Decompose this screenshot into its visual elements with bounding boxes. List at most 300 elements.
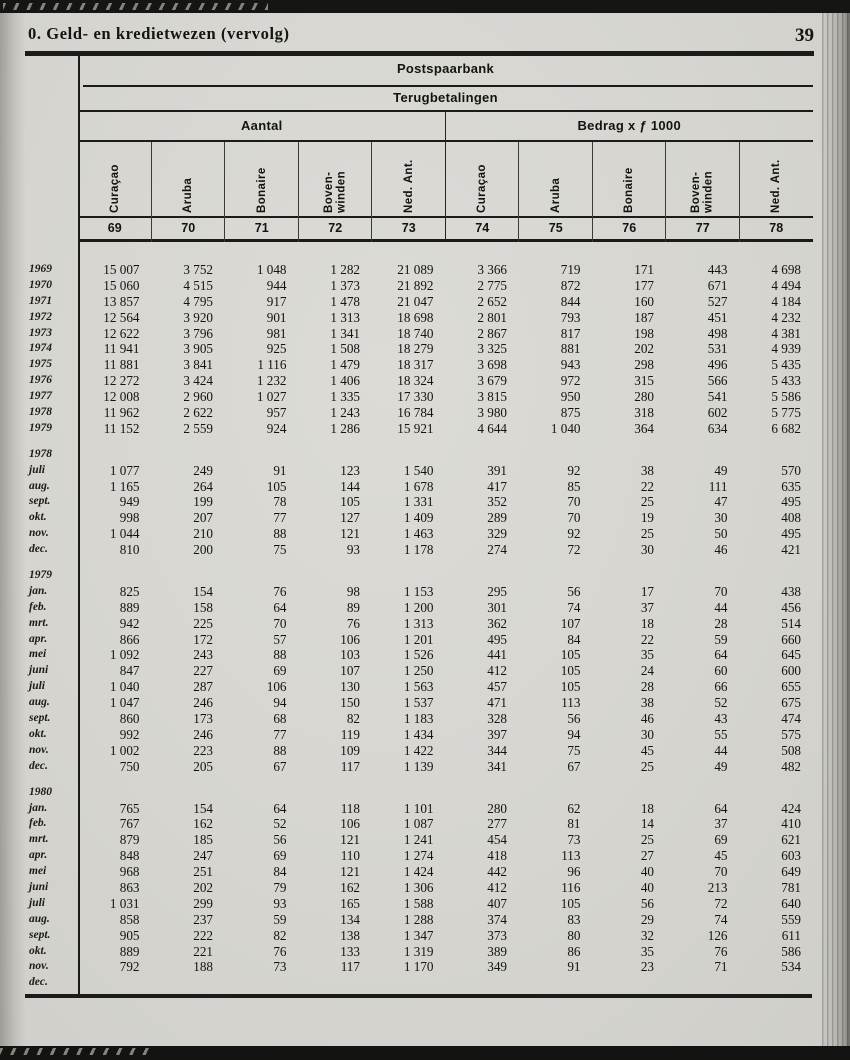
- table-row: [28, 584, 814, 600]
- value-cell: 14: [640, 816, 654, 832]
- table-row: [28, 479, 814, 495]
- row-label: aug.: [29, 912, 50, 925]
- value-cell: 810: [119, 542, 140, 558]
- value-cell: 227: [193, 663, 213, 679]
- table-row: [28, 727, 814, 743]
- value-cell: 341: [487, 758, 507, 774]
- value-cell: 56: [640, 895, 654, 911]
- value-cell: 1 232: [256, 373, 287, 389]
- value-cell: 299: [193, 895, 213, 911]
- value-cell: 207: [193, 510, 213, 526]
- value-cell: 1 092: [109, 647, 140, 663]
- value-cell: 84: [273, 864, 287, 880]
- value-cell: 1 540: [403, 462, 434, 478]
- value-cell: 185: [193, 832, 213, 848]
- value-cell: 21 892: [397, 277, 434, 293]
- column-number: 74: [475, 221, 490, 235]
- value-cell: 84: [567, 631, 581, 647]
- value-cell: 133: [340, 943, 360, 959]
- value-cell: 18 698: [397, 309, 434, 325]
- value-cell: 243: [193, 647, 213, 663]
- group-header-aantal: Aantal: [240, 118, 283, 133]
- value-cell: 24: [640, 663, 654, 679]
- title-rule: [25, 51, 814, 56]
- value-cell: 4 939: [771, 341, 801, 357]
- value-cell: 860: [119, 711, 140, 727]
- value-cell: 107: [340, 663, 360, 679]
- row-label: mei: [29, 648, 47, 661]
- value-cell: 237: [193, 911, 213, 927]
- table-row: [28, 759, 814, 775]
- value-cell: 83: [567, 911, 581, 927]
- value-cell: 198: [634, 325, 654, 341]
- value-cell: 32: [640, 927, 654, 943]
- value-cell: 69: [273, 848, 287, 864]
- value-cell: 134: [340, 911, 360, 927]
- value-cell: 534: [781, 959, 801, 975]
- row-label: juli: [29, 896, 45, 909]
- value-cell: 879: [119, 832, 140, 848]
- value-cell: 69: [273, 663, 287, 679]
- value-cell: 71: [714, 959, 728, 975]
- value-cell: 43: [714, 711, 728, 727]
- value-cell: 19: [640, 510, 654, 526]
- column-header: [446, 142, 520, 216]
- value-cell: 410: [781, 816, 801, 832]
- table-row: [28, 373, 814, 389]
- value-cell: 575: [781, 726, 801, 742]
- value-cell: 441: [487, 647, 507, 663]
- value-cell: 25: [640, 832, 654, 848]
- value-cell: 498: [707, 325, 728, 341]
- value-cell: 77: [273, 726, 287, 742]
- value-cell: 18 740: [397, 325, 434, 341]
- row-label: 1972: [29, 310, 52, 323]
- value-cell: 56: [273, 832, 287, 848]
- value-cell: 113: [561, 695, 581, 711]
- value-cell: 508: [781, 742, 801, 758]
- value-cell: 64: [273, 800, 287, 816]
- value-cell: 2 867: [477, 325, 507, 341]
- value-cell: 1 341: [330, 325, 360, 341]
- value-cell: 89: [346, 599, 360, 615]
- value-cell: 67: [567, 758, 581, 774]
- value-cell: 28: [714, 615, 728, 631]
- row-label: apr.: [29, 632, 48, 645]
- value-cell: 56: [567, 711, 581, 727]
- row-label: okt.: [29, 727, 47, 740]
- value-cell: 6 682: [771, 420, 801, 436]
- binding-perforations-top: [3, 3, 268, 10]
- value-cell: 1 424: [403, 864, 434, 880]
- value-cell: 1 588: [403, 895, 434, 911]
- value-cell: 72: [567, 542, 581, 558]
- value-cell: 942: [119, 615, 140, 631]
- value-cell: 671: [707, 277, 728, 293]
- value-cell: 121: [340, 526, 360, 542]
- value-cell: 1 250: [403, 663, 434, 679]
- value-cell: 655: [781, 679, 801, 695]
- section-header-row: [28, 447, 814, 463]
- value-cell: 531: [707, 341, 728, 357]
- value-cell: 362: [487, 615, 507, 631]
- value-cell: 412: [487, 879, 507, 895]
- value-cell: 329: [487, 526, 507, 542]
- column-divider: [371, 142, 372, 242]
- value-cell: 1 200: [403, 599, 434, 615]
- value-cell: 949: [119, 494, 140, 510]
- value-cell: 202: [634, 341, 654, 357]
- value-cell: 64: [714, 647, 728, 663]
- value-cell: 750: [119, 758, 140, 774]
- column-number: 78: [769, 221, 784, 235]
- value-cell: 438: [781, 583, 801, 599]
- section-year-label: 1980: [29, 785, 52, 798]
- value-cell: 1 040: [550, 420, 581, 436]
- value-cell: 634: [707, 420, 728, 436]
- table-row: [28, 494, 814, 510]
- value-cell: 111: [708, 478, 728, 494]
- value-cell: 412: [487, 663, 507, 679]
- value-cell: 68: [273, 711, 287, 727]
- value-cell: 21 089: [397, 262, 434, 277]
- value-cell: 35: [640, 647, 654, 663]
- value-cell: 15 060: [103, 277, 140, 293]
- value-cell: 4 381: [771, 325, 801, 341]
- row-label: nov.: [29, 743, 49, 756]
- table-row: [28, 864, 814, 880]
- value-cell: 1 286: [330, 420, 360, 436]
- value-cell: 121: [340, 832, 360, 848]
- value-cell: 1 101: [403, 800, 434, 816]
- value-cell: 660: [781, 631, 801, 647]
- value-cell: 30: [640, 726, 654, 742]
- value-cell: 881: [560, 341, 581, 357]
- value-cell: 1 563: [403, 679, 434, 695]
- value-cell: 1 002: [109, 742, 140, 758]
- column-header-label: Curaçao: [476, 164, 488, 213]
- value-cell: 82: [273, 927, 287, 943]
- column-divider: [224, 142, 225, 242]
- value-cell: 11 152: [103, 420, 140, 436]
- column-header-label: Bonaire: [623, 167, 635, 213]
- value-cell: 106: [266, 679, 287, 695]
- value-cell: 315: [634, 373, 654, 389]
- value-cell: 2 559: [183, 420, 213, 436]
- row-label: aug.: [29, 696, 50, 709]
- row-label: nov.: [29, 527, 49, 540]
- value-cell: 328: [487, 711, 507, 727]
- value-cell: 154: [193, 583, 213, 599]
- column-number: 77: [695, 221, 710, 235]
- section-year-label: 1978: [29, 447, 52, 460]
- table-row: [28, 663, 814, 679]
- value-cell: 12 622: [103, 325, 140, 341]
- value-cell: 57: [273, 631, 287, 647]
- value-cell: 105: [560, 663, 581, 679]
- value-cell: 1 526: [403, 647, 434, 663]
- value-cell: 364: [634, 420, 654, 436]
- value-cell: 640: [781, 895, 801, 911]
- column-number: 76: [622, 221, 637, 235]
- table-row: [28, 896, 814, 912]
- table-row: [28, 743, 814, 759]
- value-cell: 119: [340, 726, 360, 742]
- value-cell: 844: [560, 293, 581, 309]
- value-cell: 15 921: [397, 420, 434, 436]
- value-cell: 70: [714, 583, 728, 599]
- section-year-label: 1979: [29, 569, 52, 582]
- table-row: [28, 801, 814, 817]
- table-row: [28, 600, 814, 616]
- rule-under-title: [83, 85, 813, 87]
- value-cell: 70: [567, 494, 581, 510]
- value-cell: 451: [707, 309, 728, 325]
- value-cell: 16 784: [397, 405, 434, 421]
- value-cell: 75: [273, 542, 287, 558]
- value-cell: 44: [714, 742, 728, 758]
- value-cell: 45: [714, 848, 728, 864]
- value-cell: 56: [567, 583, 581, 599]
- value-cell: 172: [193, 631, 213, 647]
- column-header: [78, 142, 152, 216]
- value-cell: 1 031: [109, 895, 140, 911]
- value-cell: 559: [781, 911, 801, 927]
- row-label: juli: [29, 463, 45, 476]
- value-cell: 1 170: [403, 959, 434, 975]
- value-cell: 4 644: [477, 420, 507, 436]
- value-cell: 82: [346, 711, 360, 727]
- value-cell: 64: [273, 599, 287, 615]
- table-row: [28, 912, 814, 928]
- value-cell: 78: [273, 494, 287, 510]
- column-number: 71: [254, 221, 269, 235]
- value-cell: 30: [640, 542, 654, 558]
- table-row: [28, 880, 814, 896]
- table-row: [28, 616, 814, 632]
- value-cell: 105: [560, 895, 581, 911]
- value-cell: 76: [273, 943, 287, 959]
- value-cell: 1 178: [403, 542, 434, 558]
- row-label: aug.: [29, 479, 50, 492]
- value-cell: 130: [340, 679, 360, 695]
- value-cell: 1 274: [403, 848, 434, 864]
- value-cell: 47: [714, 494, 728, 510]
- value-cell: 863: [119, 879, 140, 895]
- table-row: [28, 647, 814, 663]
- row-label: jan.: [29, 584, 48, 597]
- binding-perforations-bottom: [0, 1048, 150, 1055]
- value-cell: 38: [640, 695, 654, 711]
- value-cell: 23: [640, 959, 654, 975]
- column-divider: [592, 142, 593, 242]
- value-cell: 70: [567, 510, 581, 526]
- column-number: 75: [548, 221, 563, 235]
- column-header: [152, 142, 226, 216]
- value-cell: 280: [634, 389, 654, 405]
- row-label: 1978: [29, 406, 52, 419]
- value-cell: 566: [707, 373, 728, 389]
- value-cell: 1 537: [403, 695, 434, 711]
- value-cell: 2 801: [477, 309, 507, 325]
- column-header: [299, 142, 373, 216]
- value-cell: 22: [640, 478, 654, 494]
- value-cell: 792: [119, 959, 140, 975]
- value-cell: 1 201: [403, 631, 434, 647]
- value-cell: 943: [560, 357, 581, 373]
- value-cell: 4 232: [771, 309, 801, 325]
- value-cell: 105: [560, 647, 581, 663]
- table-row: [28, 816, 814, 832]
- value-cell: 12 272: [103, 373, 140, 389]
- value-cell: 3 796: [183, 325, 213, 341]
- table-row: [28, 510, 814, 526]
- value-cell: 1 463: [403, 526, 434, 542]
- column-number: 69: [107, 221, 122, 235]
- value-cell: 1 027: [256, 389, 287, 405]
- value-cell: 11 941: [103, 341, 140, 357]
- value-cell: 454: [487, 832, 507, 848]
- row-label: feb.: [29, 600, 47, 613]
- value-cell: 992: [119, 726, 140, 742]
- value-cell: 301: [487, 599, 507, 615]
- value-cell: 200: [193, 542, 213, 558]
- value-cell: 91: [567, 959, 581, 975]
- value-cell: 88: [273, 742, 287, 758]
- value-cell: 2 960: [183, 389, 213, 405]
- value-cell: 917: [266, 293, 287, 309]
- value-cell: 67: [273, 758, 287, 774]
- row-label: okt.: [29, 511, 47, 524]
- value-cell: 222: [193, 927, 213, 943]
- value-cell: 374: [487, 911, 507, 927]
- value-cell: 59: [273, 911, 287, 927]
- table-row: [28, 695, 814, 711]
- value-cell: 205: [193, 758, 213, 774]
- value-cell: 12 008: [103, 389, 140, 405]
- value-cell: 187: [634, 309, 654, 325]
- row-label: dec.: [29, 759, 48, 772]
- value-cell: 162: [340, 879, 360, 895]
- value-cell: 73: [273, 959, 287, 975]
- column-divider: [298, 142, 299, 242]
- value-cell: 719: [560, 262, 581, 277]
- value-cell: 5 775: [771, 405, 801, 421]
- row-label: feb.: [29, 817, 47, 830]
- value-cell: 96: [567, 864, 581, 880]
- value-cell: 106: [340, 631, 360, 647]
- value-cell: 74: [714, 911, 728, 927]
- value-cell: 889: [119, 599, 140, 615]
- value-cell: 37: [640, 599, 654, 615]
- value-cell: 3 905: [183, 341, 213, 357]
- value-cell: 85: [567, 478, 581, 494]
- value-cell: 246: [193, 695, 213, 711]
- value-cell: 113: [561, 848, 581, 864]
- value-cell: 570: [781, 462, 801, 478]
- value-cell: 25: [640, 494, 654, 510]
- value-cell: 603: [781, 848, 801, 864]
- value-cell: 1 409: [403, 510, 434, 526]
- value-cell: 117: [340, 758, 360, 774]
- value-cell: 767: [119, 816, 140, 832]
- value-cell: 998: [119, 510, 140, 526]
- value-cell: 407: [487, 895, 507, 911]
- value-cell: 81: [567, 816, 581, 832]
- table-row: [28, 632, 814, 648]
- value-cell: 482: [781, 758, 801, 774]
- value-cell: 70: [714, 864, 728, 880]
- value-cell: 74: [567, 599, 581, 615]
- value-cell: 295: [487, 583, 507, 599]
- row-label: jan.: [29, 801, 48, 814]
- value-cell: 154: [193, 800, 213, 816]
- value-cell: 109: [340, 742, 360, 758]
- value-cell: 3 679: [477, 373, 507, 389]
- value-cell: 251: [193, 864, 213, 880]
- value-cell: 287: [193, 679, 213, 695]
- value-cell: 1 087: [403, 816, 434, 832]
- value-cell: 98: [346, 583, 360, 599]
- column-header: [666, 142, 740, 216]
- value-cell: 171: [634, 262, 654, 277]
- value-cell: 246: [193, 726, 213, 742]
- value-cell: 1 165: [109, 478, 140, 494]
- paper: [0, 13, 850, 1046]
- group-divider: [445, 110, 447, 242]
- value-cell: 1 335: [330, 389, 360, 405]
- book-gutter-shadow: [0, 13, 26, 1046]
- column-header: [593, 142, 667, 216]
- value-cell: 64: [714, 800, 728, 816]
- value-cell: 117: [340, 959, 360, 975]
- value-cell: 13 857: [103, 293, 140, 309]
- value-cell: 541: [707, 389, 728, 405]
- value-cell: 424: [781, 800, 801, 816]
- value-cell: 25: [640, 526, 654, 542]
- value-cell: 199: [193, 494, 213, 510]
- value-cell: 495: [781, 526, 801, 542]
- value-cell: 474: [781, 711, 801, 727]
- value-cell: 875: [560, 405, 581, 421]
- column-header: [740, 142, 814, 216]
- value-cell: 44: [714, 599, 728, 615]
- table-row: [28, 526, 814, 542]
- value-cell: 344: [487, 742, 507, 758]
- value-cell: 280: [487, 800, 507, 816]
- value-cell: 968: [119, 864, 140, 880]
- row-label: mei: [29, 865, 47, 878]
- value-cell: 635: [781, 478, 801, 494]
- value-cell: 1 434: [403, 726, 434, 742]
- table-row: [28, 848, 814, 864]
- value-cell: 1 047: [109, 695, 140, 711]
- value-cell: 5 435: [771, 357, 801, 373]
- value-cell: 905: [119, 927, 140, 943]
- row-label: sept.: [29, 928, 51, 941]
- value-cell: 2 652: [477, 293, 507, 309]
- value-cell: 1 243: [330, 405, 360, 421]
- table-row: [28, 262, 814, 278]
- value-cell: 29: [640, 911, 654, 927]
- value-cell: 495: [781, 494, 801, 510]
- column-divider: [151, 142, 152, 242]
- value-cell: 443: [707, 262, 728, 277]
- value-cell: 944: [266, 277, 287, 293]
- value-cell: 1 288: [403, 911, 434, 927]
- value-cell: 3 325: [477, 341, 507, 357]
- value-cell: 162: [193, 816, 213, 832]
